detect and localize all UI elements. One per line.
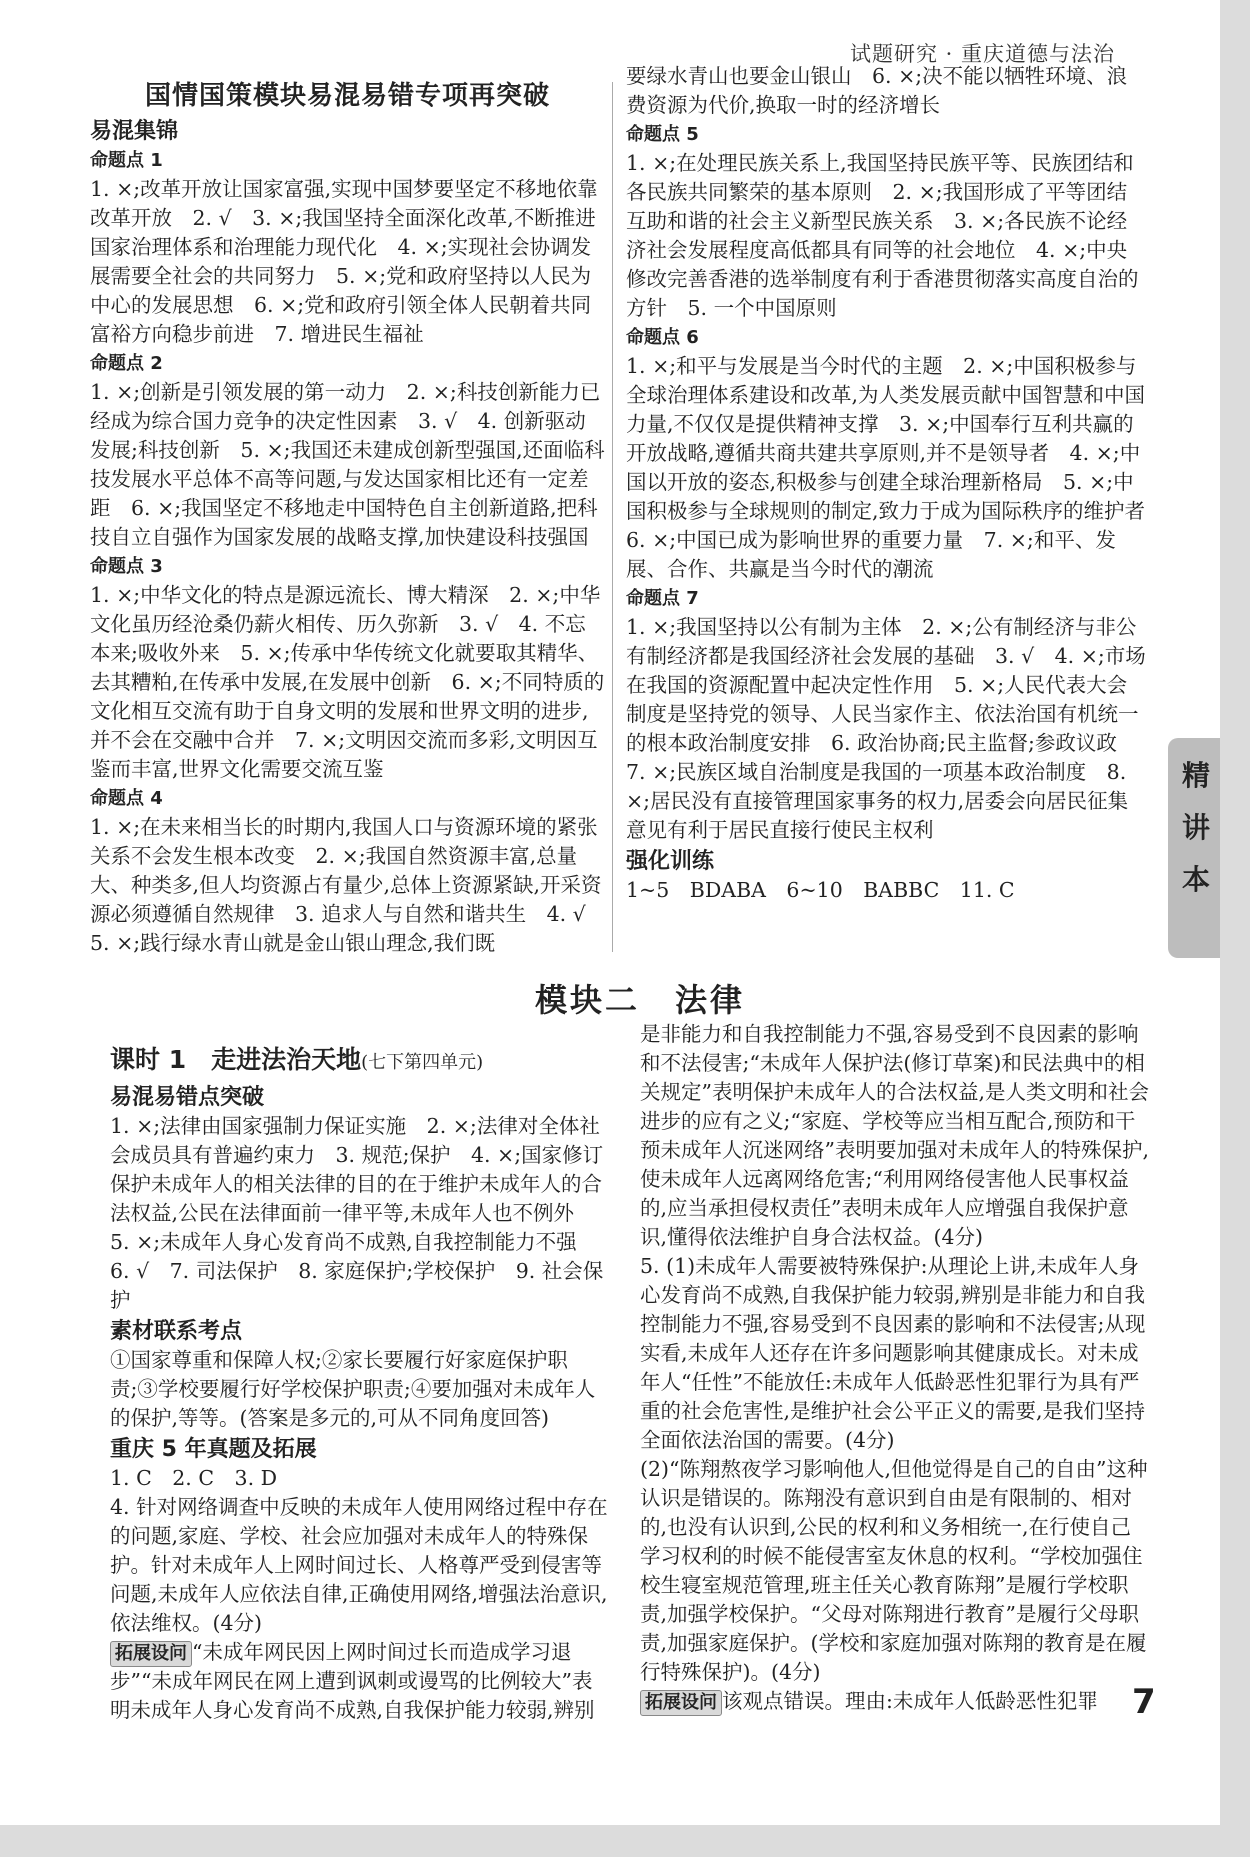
answer-text: 1. ×;我国坚持以公有制为主体 2. ×;公有制经济与非公有制经济都是我国经济社会发展的基础 3. √ 4. ×;市场在我国的资源配置中起决定性作用 5. ×;人民代表大会制度是坚持党的领导、人民当家作主、依法治国有机统一的根本政治制度安排 6. 政治协商;民主监督;参政议政 7. ×;民族区域自治制度是我国的一项基本政治制度 8. ×;居民没有直接管理国家事务的权力,居委会向居民征集意见有利于居民直接行使民主权利 — [626, 615, 1146, 842]
answer-text: 1. ×;中华文化的特点是源远流长、博大精深 2. ×;中华文化虽历经沧桑仍薪火相传、历久弥新 3. √ 4. 不忘本来;吸收外来 5. ×;传承中华传统文化就要取其精华、去其糟粕,在传承中发展,在发展中创新 6. ×;不同特质的文化相互交流有助于自身文明的发展和世界文明的进步,并不会在交融中合并 7. ×;文明因交流而多彩,文明因互鉴而丰富,世界文化需要交流互鉴 — [90, 583, 605, 781]
point-heading: 命题点 1 — [90, 150, 163, 171]
module-title: 模块二 法律 — [534, 981, 745, 1019]
side-tab-label — [1176, 750, 1216, 906]
left-bottom-content — [110, 1083, 610, 1725]
point-heading: 命题点 7 — [626, 588, 699, 609]
section-heading: 易混集锦 — [90, 119, 179, 144]
answer-text: 4. 针对网络调查中反映的未成年人使用网络过程中存在的问题,家庭、学校、社会应加强对未成年人的特殊保护。针对未成年人上网时间过长、人格尊严受到侵害等问题,未成年人应依法自律,正确使用网络,增强法治意识,依法维权。(4分) — [110, 1495, 608, 1635]
answer-text: 1. C 2. C 3. D — [110, 1466, 278, 1490]
extension-question — [640, 1687, 1150, 1716]
right-top-column — [626, 62, 1166, 905]
left-bottom-column — [110, 1045, 610, 1725]
point-heading: 命题点 4 — [90, 788, 163, 809]
answer-text: 1. ×;和平与发展是当今时代的主题 2. ×;中国积极参与全球治理体系建设和改革,为人类发展贡献中国智慧和中国力量,不仅仅是提供精神支撑 3. ×;中国奉行互利共赢的开放战略,遵循共商共建共享原则,并不是领导者 4. ×;中国以开放的姿态,积极参与创建全球治理新格局 5. ×;中国积极参与全球规则的制定,致力于成为国际秩序的维护者 6. ×;中国已成为影响世界的重要力量 7. ×;和平、发展、合作、共赢是当今时代的潮流 — [626, 354, 1166, 581]
section-heading: 易混易错点突破 — [110, 1085, 265, 1110]
point-heading: 命题点 6 — [626, 327, 699, 348]
answer-text: 要绿水青山也要金山银山 6. ×;决不能以牺牲环境、浪费资源为代价,换取一时的经济增长 — [626, 64, 1128, 117]
point-heading: 命题点 2 — [90, 353, 163, 374]
answer-text: 1. ×;创新是引领发展的第一动力 2. ×;科技创新能力已经成为综合国力竞争的决定性因素 3. √ 4. 创新驱动发展;科技创新 5. ×;我国还未建成创新型强国,还面临科技发展水平总体不高等问题,与发达国家相比还有一定差距 6. ×;我国坚定不移地走中国特色自主创新道路,把科技自立自强作为国家发展的战略支撑,加快建设科技强国 — [90, 380, 605, 549]
page-number: 7 — [1132, 1682, 1156, 1722]
extension-text: “未成年网民因上网时间过长而造成学习退步”“未成年网民在网上遭到讽刺或谩骂的比例较大”表明未成年人身心发育尚不成熟,自我保护能力较弱,辨别 — [110, 1640, 595, 1722]
answer-text: 5. (1)未成年人需要被特殊保护:从理论上讲,未成年人身心发育尚不成熟,自我保护能力较弱,辨别是非能力和自我控制能力不强,容易受到不良因素的影响和不法侵害;从现实看,未成年人还存在许多问题影响其健康成长。对未成年人“任性”不能放任:未成年人低龄恶性犯罪行为具有严重的社会危害性,是维护社会公平正义的需要,是我们坚持全面依法治国的需要。(4分) — [640, 1254, 1146, 1452]
section-heading: 强化训练 — [626, 849, 715, 874]
lesson-title-text: 课时 1 走进法治天地 — [110, 1045, 362, 1074]
extension-tag: 拓展设问 — [110, 1641, 192, 1667]
answer-text: 1. ×;改革开放让国家富强,实现中国梦要坚定不移地依靠改革开放 2. √ 3. ×;我国坚持全面深化改革,不断推进国家治理体系和治理能力现代化 4. ×;实现社会协调发展需要全社会的共同努力 5. ×;党和政府坚持以人民为中心的发展思想 6. ×;党和政府引领全体人民朝着共同富裕方向稳步前进 7. 增进民生福祉 — [90, 177, 598, 346]
left-top-column — [90, 82, 605, 958]
lesson-title — [110, 1045, 610, 1077]
section-title: 国情国策模块易混易错专项再突破 — [144, 81, 550, 111]
column-divider — [612, 82, 613, 952]
extension-tag: 拓展设问 — [640, 1690, 722, 1716]
answer-text: 1. ×;在未来相当长的时期内,我国人口与资源环境的紧张关系不会发生根本改变 2. ×;我国自然资源丰富,总量大、种类多,但人均资源占有量少,总体上资源紧缺,开采资源必须遵循自然规律 3. 追求人与自然和谐共生 4. √ 5. ×;践行绿水青山就是金山银山理念,我们既 — [90, 815, 607, 955]
lesson-subtitle: (七下第四单元) — [361, 1052, 484, 1073]
extension-question — [110, 1638, 610, 1725]
answer-text: 是非能力和自我控制能力不强,容易受到不良因素的影响和不法侵害;“未成年人保护法(修订草案)和民法典中的相关规定”表明保护未成年人的合法权益,是人类文明和社会进步的应有之义;“家庭、学校等应当相互配合,预防和干预未成年人沉迷网络”表明要加强对未成年人的特殊保护,使未成年人远离网络危害;“利用网络侵害他人民事权益的,应当承担侵权责任”表明未成年人应增强自我保护意识,懂得依法维护自身合法权益。(4分) — [640, 1022, 1149, 1249]
side-tab-text: 精 讲 本 — [1181, 759, 1210, 896]
right-bottom-column — [640, 1020, 1150, 1716]
extension-text: 该观点错误。理由:未成年人低龄恶性犯罪 — [722, 1689, 1098, 1713]
section-heading: 重庆 5 年真题及拓展 — [110, 1437, 317, 1462]
point-heading: 命题点 5 — [626, 124, 699, 145]
answer-text: (2)“陈翔熬夜学习影响他人,但他觉得是自己的自由”这种认识是错误的。陈翔没有意识到自由是有限制的、相对的,也没有认识到,公民的权利和义务相统一,在行使自己学习权利的时候不能侵害室友休息的权利。“学校加强住校生寝室规范管理,班主任关心教育陈翔”是履行学校职责,加强学校保护。“父母对陈翔进行教育”是履行父母职责,加强家庭保护。(学校和家庭加强对陈翔的教育是在履行特殊保护)。(4分) — [640, 1457, 1148, 1684]
running-header: 试题研究 · 重庆道德与法治 — [849, 42, 1115, 66]
answer-text: 1~5 BDABA 6~10 BABBC 11. C — [626, 878, 1015, 902]
side-tab — [1168, 738, 1220, 958]
answer-text: ①国家尊重和保障人权;②家长要履行好家庭保护职责;③学校要履行好学校保护职责;④要加强对未成年人的保护,等等。(答案是多元的,可从不同角度回答) — [110, 1348, 596, 1430]
answer-text: 1. ×;在处理民族关系上,我国坚持民族平等、民族团结和各民族共同繁荣的基本原则 2. ×;我国形成了平等团结互助和谐的社会主义新型民族关系 3. ×;各民族不论经济社会发展程度高低都具有同等的社会地位 4. ×;中央修改完善香港的选举制度有利于香港贯彻落实高度自治的方针 5. 一个中国原则 — [626, 151, 1139, 320]
section-heading: 素材联系考点 — [110, 1319, 243, 1344]
answer-text: 1. ×;法律由国家强制力保证实施 2. ×;法律对全体社会成员具有普遍约束力 3. 规范;保护 4. ×;国家修订保护未成年人的相关法律的目的在于维护未成年人的合法权益,公民在法律面前一律平等,未成年人也不例外 5. ×;未成年人身心发育尚不成熟,自我控制能力不强 6. √ 7. 司法保护 8. 家庭保护;学校保护 9. 社会保护 — [110, 1114, 604, 1312]
point-heading: 命题点 3 — [90, 556, 163, 577]
